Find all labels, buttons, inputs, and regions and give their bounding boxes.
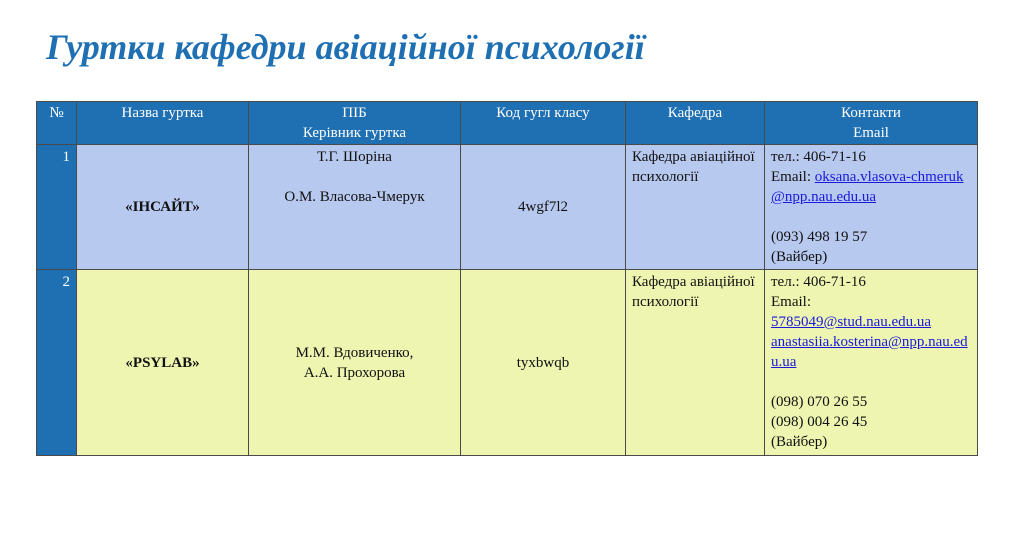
email-label: Email: (771, 169, 811, 185)
table-header (37, 102, 978, 145)
clubs-table (36, 101, 978, 456)
page-title: Гуртки кафедри авіаційної психології (46, 27, 645, 67)
mobile-phone: (093) 498 19 57 (771, 229, 868, 245)
department: Кафедра авіаційної психології (626, 145, 765, 270)
club-leaders (249, 270, 461, 456)
viber-note: (Вайбер) (771, 434, 828, 450)
phone: тел.: 406-71-16 (771, 274, 866, 290)
table-row (37, 145, 978, 270)
club-name: «ІНСАЙТ» (77, 145, 249, 270)
club-name: «PSYLAB» (77, 270, 249, 456)
row-num: 2 (37, 270, 77, 456)
header-contacts-line2: Email (853, 125, 889, 141)
club-leaders (249, 145, 461, 270)
phone: тел.: 406-71-16 (771, 149, 866, 165)
header-num: № (37, 102, 77, 145)
email-label: Email: (771, 294, 811, 310)
email-line (771, 167, 971, 207)
header-department: Кафедра (626, 102, 765, 145)
header-contacts-line1: Контакти (841, 105, 901, 121)
row-num: 1 (37, 145, 77, 270)
contacts (765, 145, 978, 270)
header-leader-line1: ПІБ (342, 105, 367, 121)
mobile-phone: (098) 004 26 45 (771, 414, 868, 430)
contacts (765, 270, 978, 456)
mobile-phone: (098) 070 26 55 (771, 394, 868, 410)
viber-note: (Вайбер) (771, 249, 828, 265)
email-link[interactable]: anastasiia.kosterina@npp.nau.edu.ua (771, 334, 968, 370)
header-leader (249, 102, 461, 145)
email-link[interactable]: oksana.vlasova-chmeruk@npp.nau.edu.ua (771, 169, 964, 205)
header-leader-line2: Керівник гуртка (302, 125, 407, 141)
header-contacts (765, 102, 978, 145)
department: Кафедра авіаційної психології (626, 270, 765, 456)
leader-name: М.М. Вдовиченко, (295, 344, 414, 361)
table-row (37, 270, 978, 456)
leader-name: Т.Г. Шоріна (317, 149, 392, 165)
header-code: Код гугл класу (461, 102, 626, 145)
leader-name: А.А. Прохорова (303, 364, 406, 381)
email-link[interactable]: 5785049@stud.nau.edu.ua (771, 314, 932, 330)
leader-name: О.М. Власова-Чмерук (284, 189, 425, 205)
header-name: Назва гуртка (77, 102, 249, 145)
classroom-code: 4wgf7l2 (461, 145, 626, 270)
classroom-code: tyxbwqb (461, 270, 626, 456)
